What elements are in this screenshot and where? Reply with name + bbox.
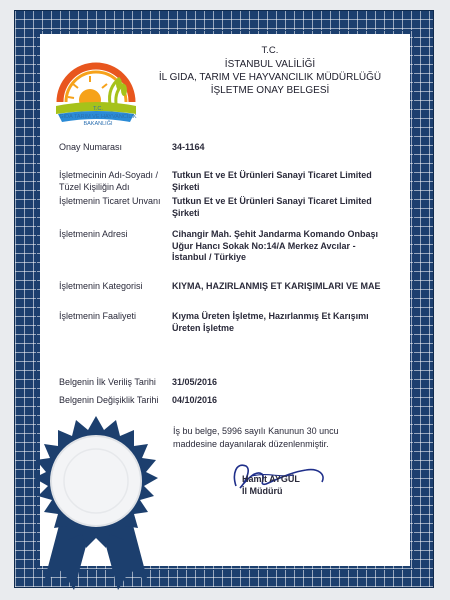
field-value: 04/10/2016 [172, 395, 218, 405]
field-label: İşletmenin Adresi [59, 229, 128, 239]
signer-block [242, 473, 300, 497]
certificate-header [145, 45, 395, 97]
field-value: Tutkun Et ve Et Ürünleri Sanayi Ticaret Limited Şirketi [172, 196, 372, 218]
header-governorship: İSTANBUL VALİLİĞİ [224, 58, 316, 70]
signer-title: İl Müdürü [242, 486, 283, 497]
legal-basis-note: İş bu belge, 5996 sayılı Kanunun 30 uncu maddesine dayanılarak düzenlenmiştir. [173, 426, 339, 449]
field-value: 34-1164 [172, 142, 205, 152]
field-label: Belgenin Değişiklik Tarihi [59, 395, 159, 405]
embossed-seal-with-ribbon-icon [22, 414, 170, 592]
field-label: İşletmecinin Adı-Soyadı / Tüzel Kişiliğin Adı [59, 170, 159, 192]
header-directorate: İL GIDA, TARIM VE HAYVANCILIK MÜDÜRLÜĞÜ [158, 71, 382, 83]
field-value: 31/05/2016 [172, 377, 218, 387]
signer-name: Hamit AYGÜL [242, 474, 300, 484]
field-label: İşletmenin Kategorisi [59, 281, 143, 291]
field-value: Cihangir Mah. Şehit Jandarma Komando Onbaşı Uğur Hancı Sokak No:14/A Merkez Avcılar - İstanbul / Türkiye [172, 229, 379, 263]
field-label: Onay Numarası [59, 142, 123, 152]
logo-caption-ministry: GIDA TARIM VE HAYVANCILIK [59, 114, 137, 120]
field-value: Tutkun Et ve Et Ürünleri Sanayi Ticaret Limited Şirketi [172, 170, 372, 192]
field-value: KIYMA, HAZIRLANMIŞ ET KARIŞIMLARI VE MAE [172, 281, 381, 291]
field-value: Kıyma Üreten İşletme, Hazırlanmış Et Karışımı Üreten İşletme [172, 311, 369, 333]
field-label: İşletmenin Ticaret Unvanı [59, 196, 161, 206]
field-label: Belgenin İlk Veriliş Tarihi [59, 377, 156, 387]
logo-caption-tc: T.C. [93, 106, 103, 112]
field-label: İşletmenin Faaliyeti [59, 311, 137, 321]
logo-caption-bakanligi: BAKANLIĞI [83, 121, 113, 127]
header-document-title: İŞLETME ONAY BELGESİ [210, 84, 330, 96]
header-tc: T.C. [261, 45, 279, 56]
